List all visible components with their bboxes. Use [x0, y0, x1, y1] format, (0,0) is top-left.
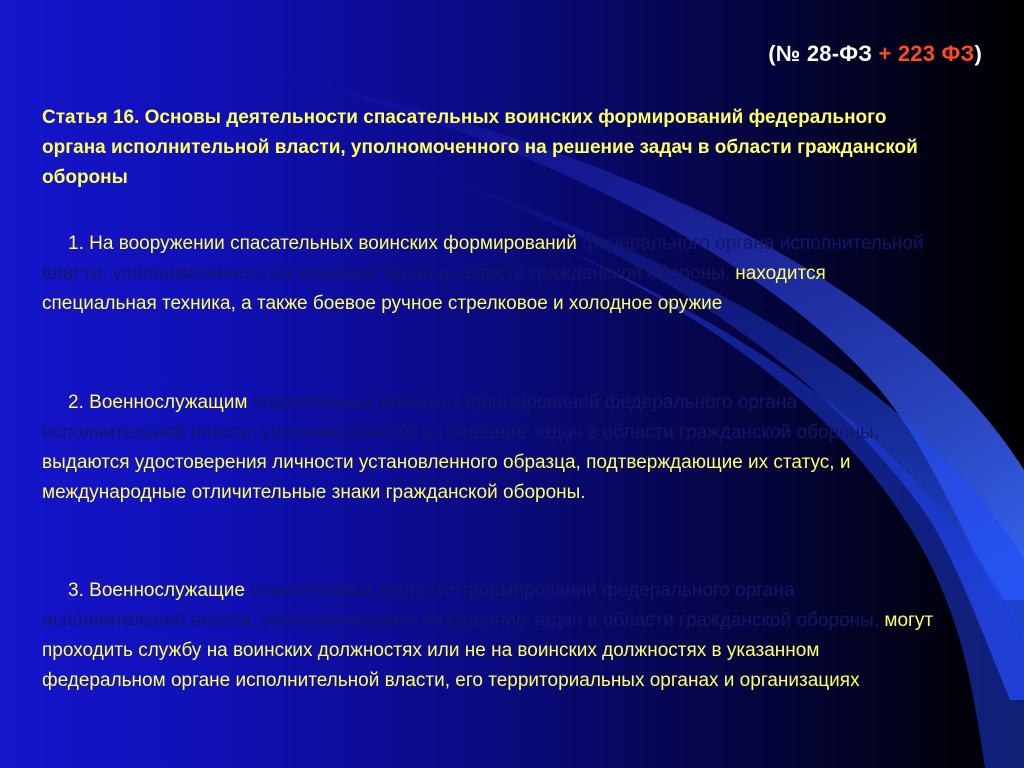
paragraph-1 — [42, 229, 942, 319]
paragraph-1-text: находится специальная техника, а также боевое ручное стрелковое и холодное оружие — [42, 263, 826, 314]
paragraph-3 — [42, 576, 942, 696]
paragraph-1-lead: На вооружении спасательных воинских формирований — [89, 233, 577, 254]
paragraph-2-lead: Военнослужащим — [89, 392, 248, 413]
law-reference-addition: + 223 ФЗ — [878, 41, 975, 66]
article-title: Статья 16. Основы деятельности спасательных воинских формирований федерального органа исполнительной власти, уполномоченного на решение задач в области гражданской обороны — [42, 107, 918, 188]
paragraph-3-lead: Военнослужащие — [89, 580, 245, 601]
paragraph-1-faded: федерального органа исполнительной власти, уполномоченного на решение задач в области гражданской обороны, — [42, 233, 924, 284]
law-reference-close: ) — [974, 41, 982, 66]
paragraph-3-faded: спасательных воинских формирований федерального органа исполнительной власти, уполномоченного на решение задач в области гражданской обороны, — [42, 580, 880, 631]
paragraph-2 — [42, 388, 942, 508]
paragraph-2-text: выдаются удостоверения личности установленного образца, подтверждающие их статус, и международные отличительные знаки гражданской обороны. — [42, 452, 851, 503]
paragraph-1-number: 1. — [68, 233, 84, 254]
paragraph-2-number: 2. — [68, 392, 84, 413]
paragraph-3-text: могут проходить службу на воинских должностях или не на воинских должностях в указанном федеральном органе исполнительной власти, его территориальных органах и организациях — [42, 610, 934, 691]
paragraph-3-number: 3. — [68, 580, 84, 601]
law-reference — [768, 41, 982, 67]
law-reference-main: (№ 28-ФЗ — [768, 41, 873, 66]
paragraph-2-faded: спасательных воинских формирований федерального органа исполнительной власти, уполномоченного на решение задач в области гражданской обороны, — [42, 392, 880, 443]
